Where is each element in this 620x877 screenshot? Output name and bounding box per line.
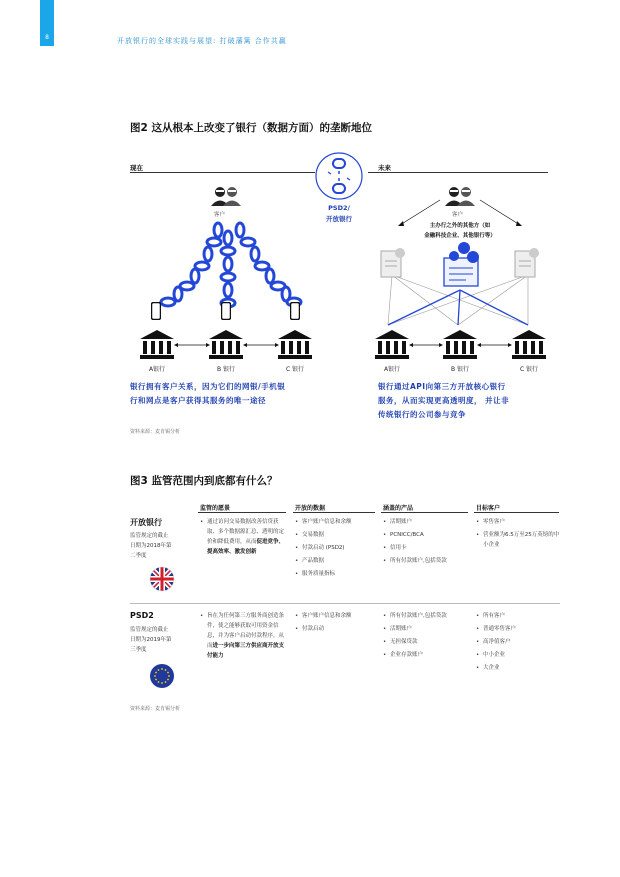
col-rule [293, 512, 375, 513]
figure2-title: 图2 这从根本上改变了银行（数据方面）的垄断地位 [130, 122, 372, 134]
list-item: • 活期账户 [383, 517, 468, 527]
customer-label-left: 客户 [214, 212, 226, 218]
list-item: • 企业存款账户 [383, 650, 468, 660]
row1-data-list [295, 517, 375, 582]
uk-flag-icon [149, 566, 175, 592]
running-title: 开放银行的全球实践与展望: 打破藩篱 合作共赢 [117, 37, 287, 45]
list-item: • 大企业 [476, 663, 561, 673]
col-header-data: 开放的数据 [295, 505, 326, 512]
vision-text: 通过访问交易数据改善信贷获取、多个数据源汇总、透明的定价和降低费用，从而 [207, 519, 285, 545]
bank-label-a-left: A银行 [148, 366, 166, 373]
list-item: • 活期账户 [383, 624, 468, 634]
now-label: 现在 [130, 164, 143, 172]
row-subtitle-open-banking: 监管规定的截止 日期为2018年第 二季度 [130, 533, 172, 559]
list-item: • 所有付款账户,包括贷款 [383, 611, 468, 621]
document-icon [380, 247, 406, 279]
future-label: 未来 [378, 164, 391, 172]
bank-label-a-right: A银行 [383, 366, 401, 373]
phone-icon [290, 302, 300, 320]
list-item: • 所有客户 [476, 611, 561, 621]
list-item: • PCNICC/BCA [383, 530, 468, 540]
list-item: • 无担保贷款 [383, 637, 468, 647]
bank-icon [375, 330, 409, 360]
list-item: • 服务质量指标 [295, 569, 375, 579]
list-item: • 所有付款账户,包括贷款 [383, 556, 468, 566]
list-item: • 信用卡 [383, 543, 468, 553]
bank-icon [209, 330, 243, 360]
phone-icon [151, 302, 161, 320]
col-rule [474, 512, 559, 513]
bank-icon [443, 330, 477, 360]
page-number: 8 [45, 34, 49, 41]
row2-data-list [295, 611, 375, 637]
customer-label-right: 客户 [452, 212, 464, 218]
bank-label-c-left: C 银行 [285, 366, 305, 373]
bank-label-b-left: B 银行 [216, 366, 236, 373]
vision-bold: 促进竞争、提高效率、激发创新 [207, 539, 285, 555]
figure3-title: 图3 监管范围内到底都有什么？ [130, 475, 278, 487]
list-item: • 付款启动 (PSD2) [295, 543, 375, 553]
figure2-source: 资料来源：麦肯锡分析 [130, 429, 181, 435]
list-item: • 付款启动 [295, 624, 375, 634]
col-rule [381, 512, 468, 513]
divider-left [130, 172, 315, 173]
col-header-customers: 目标客户 [476, 505, 501, 512]
row2-products-list [383, 611, 468, 663]
col-header-products: 涵盖的产品 [383, 505, 414, 512]
document-icon [514, 247, 540, 279]
double-arrow-icon [477, 342, 512, 348]
list-item: • 客户账户信息和余额 [295, 517, 375, 527]
row2-vision [200, 611, 286, 664]
api-document-icon [440, 240, 484, 290]
phone-icon [221, 302, 231, 320]
figure3-source: 资料来源：麦肯锡分析 [130, 706, 181, 712]
right-caption: 银行通过API向第三方开放核心银行 服务，从而实现更高透明度， 并让非 传统银行的公司参与竞争 [378, 382, 510, 419]
list-item: • 中小企业 [476, 650, 561, 660]
bank-icon [278, 330, 312, 360]
vision-text: 旨在为任何第三方服务商创造条件，使之能够获取可用资金信息，并为客户启动付款程序，从而 [207, 613, 285, 649]
row-title-open-banking: 开放银行 [130, 518, 162, 527]
row-title-psd2: PSD2 [130, 611, 154, 620]
list-item: • 普通零售客户 [476, 624, 561, 634]
divider-right [368, 172, 548, 173]
double-arrow-icon [409, 342, 443, 348]
list-item: • 零售客户 [476, 517, 561, 527]
list-item: • 交易数据 [295, 530, 375, 540]
eu-flag-icon [149, 663, 175, 689]
list-item: • 营业额为6.5万至25万英镑的中小企业 [476, 530, 561, 550]
bank-label-c-right: C 银行 [519, 366, 539, 373]
chain-links-left [140, 218, 315, 313]
psd2-label: PSD2/ 开放银行 [326, 204, 352, 223]
col-rule [198, 512, 286, 513]
double-arrow-icon [174, 342, 210, 348]
bank-icon [140, 330, 174, 360]
bank-icon [512, 330, 546, 360]
psd2-chain-icon [313, 150, 365, 202]
double-arrow-icon [243, 342, 279, 348]
customer-icon-left [208, 185, 244, 207]
list-item: • 客户账户信息和余额 [295, 611, 375, 621]
row1-customers-list [476, 517, 561, 553]
left-caption: 银行拥有客户关系，因为它们的网银/手机银 行和网点是客户获得其服务的唯一途径 [130, 382, 286, 405]
vision-bold: 进一步向第三方供应商开放支付能力 [207, 643, 285, 659]
list-item: • 产品数据 [295, 556, 375, 566]
row1-products-list [383, 517, 468, 569]
row1-vision [200, 517, 286, 560]
row-subtitle-psd2: 监管规定的截止 日期为2019年第 三季度 [130, 627, 172, 653]
row2-customers-list [476, 611, 561, 676]
third-party-label: 主办行之外的其他方（如 金融科技企业、其他银行等） [424, 223, 496, 239]
bank-label-b-right: B 银行 [450, 366, 470, 373]
row-divider [130, 603, 560, 604]
col-header-vision: 监管的愿景 [200, 505, 231, 512]
list-item: • 高净值客户 [476, 637, 561, 647]
